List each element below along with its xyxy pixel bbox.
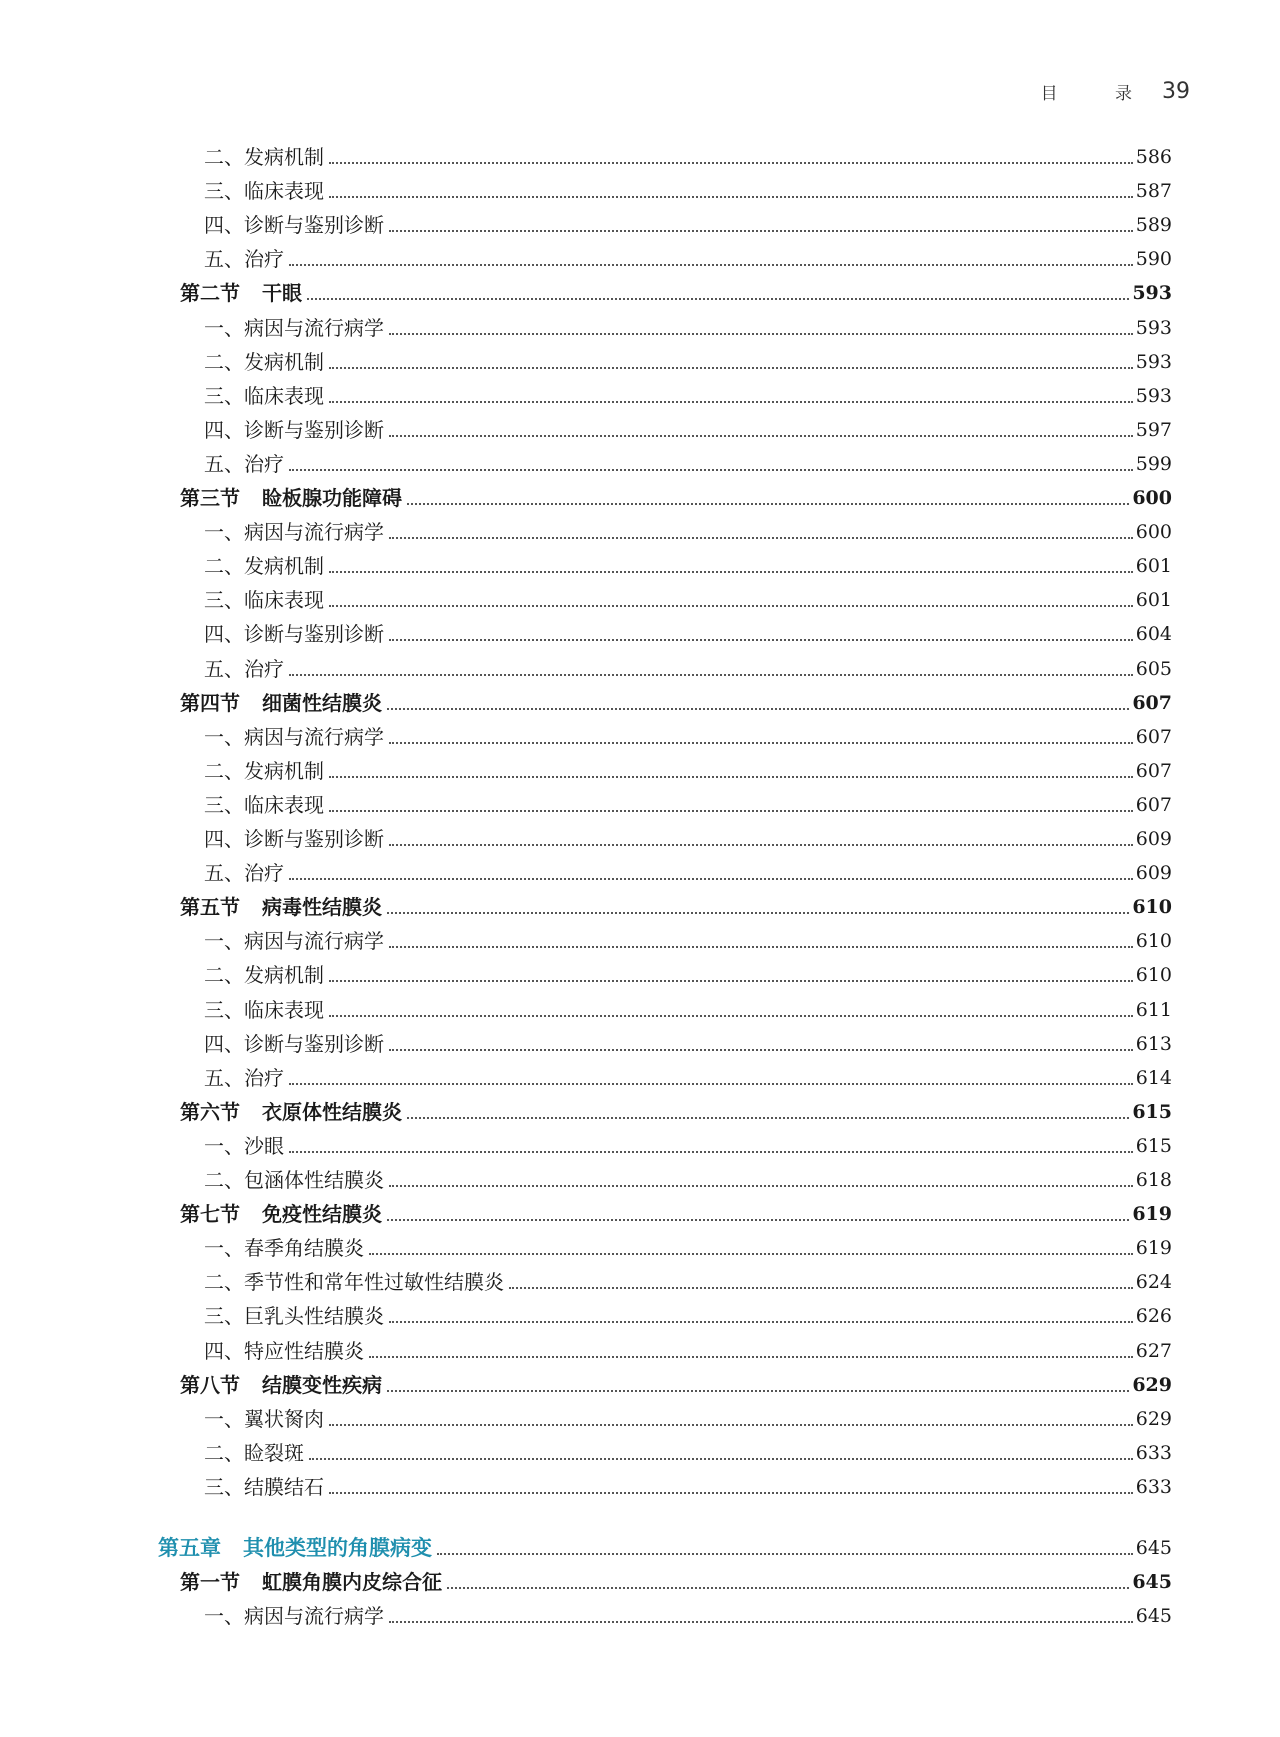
toc-entry-label: 二、发病机制 (204, 349, 324, 374)
dot-leader (389, 639, 1133, 641)
toc-entry-item[interactable] (204, 858, 1172, 888)
dot-leader (389, 844, 1133, 846)
dot-leader (387, 1390, 1129, 1392)
toc-entry-item[interactable] (204, 619, 1172, 649)
dot-leader (309, 1458, 1133, 1460)
toc-entry-page: 618 (1135, 1169, 1172, 1191)
toc-entry-page: 600 (1132, 487, 1172, 509)
toc-entry-page: 611 (1135, 998, 1172, 1021)
toc-entry-item[interactable] (204, 1029, 1172, 1059)
dot-leader (389, 1049, 1133, 1051)
dot-leader (407, 1117, 1129, 1119)
dot-leader (387, 1219, 1129, 1221)
toc-entry-section[interactable] (180, 1370, 1172, 1400)
toc-entry-number: 第五章 (158, 1536, 221, 1560)
toc-entry-section[interactable] (180, 483, 1172, 513)
dot-leader (389, 333, 1133, 335)
toc-entry-title: 睑板腺功能障碍 (262, 486, 402, 510)
toc-entry-page: 609 (1135, 862, 1172, 885)
toc-entry-label: 二、发病机制 (204, 554, 324, 579)
toc-entry-item[interactable] (204, 1301, 1172, 1331)
toc-entry-label: 二、包涵体性结膜炎 (204, 1168, 384, 1192)
toc-entry-label (158, 1533, 432, 1563)
toc-entry-page: 624 (1135, 1271, 1172, 1294)
toc-entry-item[interactable] (204, 176, 1172, 206)
toc-entry-item[interactable] (204, 1233, 1172, 1263)
toc-entry-page: 626 (1135, 1305, 1172, 1328)
dot-leader (389, 1321, 1133, 1323)
toc-entry-page: 629 (1135, 1407, 1172, 1430)
toc-entry-number: 第六节 (180, 1099, 240, 1124)
toc-entry-label (180, 892, 382, 922)
toc-entry-page: 593 (1135, 350, 1172, 373)
toc-entry-page: 607 (1135, 793, 1172, 816)
dot-leader (389, 946, 1133, 948)
toc-entry-item[interactable] (204, 415, 1172, 445)
toc-entry-label: 一、春季角结膜炎 (204, 1236, 364, 1261)
toc-entry-page: 610 (1132, 896, 1172, 919)
toc-entry-title: 细菌性结膜炎 (262, 690, 382, 715)
toc-entry-title: 虹膜角膜内皮综合征 (262, 1570, 442, 1595)
toc-entry-label: 四、诊断与鉴别诊断 (204, 417, 384, 442)
toc-entry-label: 五、治疗 (204, 1065, 284, 1090)
toc-entry-label (180, 1199, 382, 1229)
toc-entry-item[interactable] (204, 244, 1172, 274)
toc-entry-item[interactable] (204, 722, 1172, 752)
toc-entry-item[interactable] (204, 517, 1172, 547)
header-page-number: 39 (1162, 78, 1190, 104)
toc-entry-page: 633 (1135, 1441, 1172, 1464)
dot-leader (389, 1621, 1133, 1623)
toc-entry-label: 一、病因与流行病学 (204, 724, 384, 749)
toc-entry-label (180, 688, 382, 718)
toc-entry-section[interactable] (180, 892, 1172, 922)
toc-entry-title: 免疫性结膜炎 (262, 1202, 382, 1227)
toc-entry-label: 一、病因与流行病学 (204, 929, 384, 954)
toc-entry-page: 597 (1135, 418, 1172, 441)
dot-leader (437, 1553, 1133, 1555)
toc-entry-page: 607 (1135, 725, 1172, 748)
toc-entry-item[interactable] (204, 1404, 1172, 1434)
dot-leader (389, 230, 1133, 232)
toc-entry-section[interactable] (180, 1199, 1172, 1229)
toc-entry-label: 四、特应性结膜炎 (204, 1338, 364, 1363)
toc-entry-label: 一、病因与流行病学 (204, 520, 384, 545)
toc-entry-number: 第三节 (180, 486, 240, 510)
toc-entry-label: 三、临床表现 (204, 383, 324, 408)
toc-entry-page: 610 (1135, 964, 1172, 987)
toc-entry-item[interactable] (204, 654, 1172, 684)
dot-leader (329, 571, 1133, 573)
toc-entry-item[interactable] (204, 756, 1172, 786)
dot-leader (289, 264, 1133, 266)
toc-entry-title: 病毒性结膜炎 (262, 895, 382, 920)
dot-leader (389, 537, 1133, 539)
toc-entry-page: 615 (1132, 1100, 1172, 1123)
toc-entry-section[interactable] (180, 688, 1172, 718)
toc-entry-title: 衣原体性结膜炎 (262, 1099, 402, 1124)
dot-leader (329, 196, 1133, 198)
toc-entry-label: 五、治疗 (204, 451, 284, 476)
dot-leader (389, 742, 1133, 744)
toc-entry-item[interactable] (204, 313, 1172, 343)
toc-entry-label (180, 1567, 442, 1597)
toc-entry-page: 609 (1135, 828, 1172, 850)
toc-entry-page: 633 (1135, 1475, 1172, 1498)
toc-entry-label: 四、诊断与鉴别诊断 (204, 213, 384, 238)
toc-entry-section[interactable] (180, 278, 1172, 308)
dot-leader (509, 1287, 1133, 1289)
toc-entry-page: 607 (1132, 691, 1172, 714)
toc-entry-page: 593 (1135, 384, 1172, 407)
toc-entry-page: 601 (1135, 589, 1172, 612)
header-title: 目 录 (1040, 83, 1158, 104)
toc-entry-chapter[interactable] (158, 1533, 1172, 1563)
toc-entry-label: 三、结膜结石 (204, 1474, 324, 1499)
toc-entry-page: 627 (1135, 1339, 1172, 1362)
toc-entry-item[interactable] (204, 449, 1172, 479)
toc-entry-item[interactable] (204, 1601, 1172, 1631)
toc-entry-label: 二、发病机制 (204, 963, 324, 988)
toc-entry-page: 593 (1135, 316, 1172, 339)
toc-entry-page: 629 (1132, 1373, 1172, 1396)
toc-entry-label: 四、诊断与鉴别诊断 (204, 1031, 384, 1056)
toc-entry-page: 599 (1135, 452, 1172, 475)
dot-leader (307, 298, 1129, 300)
toc-entry-page: 615 (1135, 1134, 1172, 1157)
toc-entry-label: 三、巨乳头性结膜炎 (204, 1304, 384, 1329)
toc-entry-label: 二、季节性和常年性过敏性结膜炎 (204, 1270, 504, 1295)
toc-entry-page: 589 (1135, 214, 1172, 237)
toc-entry-item[interactable] (204, 926, 1172, 956)
toc-entry-page: 610 (1135, 930, 1172, 953)
toc-entry-item[interactable] (204, 1267, 1172, 1297)
dot-leader (407, 503, 1129, 505)
dot-leader (289, 674, 1133, 676)
toc-entry-page: 587 (1135, 180, 1172, 203)
toc-entry-item[interactable] (204, 1131, 1172, 1161)
dot-leader (329, 776, 1133, 778)
toc-entry-item[interactable] (204, 1336, 1172, 1366)
toc-entry-page: 590 (1135, 248, 1172, 271)
toc-entry-label: 四、诊断与鉴别诊断 (204, 827, 384, 851)
toc-entry-section[interactable] (180, 1097, 1172, 1127)
toc-entry-label (180, 1097, 402, 1127)
toc-entry-number: 第四节 (180, 690, 240, 715)
toc-entry-item[interactable] (204, 1165, 1172, 1195)
toc-entry-label: 四、诊断与鉴别诊断 (204, 622, 384, 647)
dot-leader (329, 401, 1133, 403)
toc-entry-page: 645 (1132, 1571, 1172, 1594)
toc-entry-title: 其他类型的角膜病变 (243, 1536, 432, 1560)
toc-entry-number: 第七节 (180, 1202, 240, 1227)
toc-entry-label: 五、治疗 (204, 861, 284, 886)
toc-entry-label: 二、发病机制 (204, 758, 324, 783)
toc-entry-label: 五、治疗 (204, 247, 284, 272)
dot-leader (329, 1492, 1133, 1494)
dot-leader (447, 1587, 1129, 1589)
toc-entry-page: 613 (1135, 1032, 1172, 1055)
dot-leader (389, 1185, 1133, 1187)
toc-entry-page: 614 (1135, 1066, 1172, 1089)
toc-entry-number: 第二节 (180, 281, 240, 306)
dot-leader (289, 1083, 1133, 1085)
toc-entry-label: 一、翼状胬肉 (204, 1406, 324, 1431)
toc-entry-number: 第一节 (180, 1570, 240, 1595)
toc-entry-label: 二、发病机制 (204, 145, 324, 169)
toc-entry-title: 干眼 (262, 281, 302, 306)
toc-entry-label: 三、临床表现 (204, 997, 324, 1022)
toc-entry-page: 645 (1135, 1605, 1172, 1628)
dot-leader (329, 980, 1133, 982)
dot-leader (289, 1151, 1133, 1153)
toc-entry-item[interactable] (204, 381, 1172, 411)
dot-leader (369, 1356, 1133, 1358)
toc-entry-page: 593 (1132, 282, 1172, 305)
dot-leader (329, 162, 1133, 164)
dot-leader (329, 605, 1133, 607)
toc-entry-item[interactable] (204, 551, 1172, 581)
toc-entry-page: 645 (1135, 1537, 1172, 1559)
toc-entry-item[interactable] (204, 824, 1172, 854)
dot-leader (329, 1015, 1133, 1017)
toc-entry-item[interactable] (204, 995, 1172, 1025)
toc-entry-label (180, 1370, 382, 1400)
toc-entry-title: 结膜变性疾病 (262, 1372, 382, 1397)
toc-entry-item[interactable] (204, 347, 1172, 377)
toc-entry-label (180, 278, 302, 308)
toc-entry-label: 三、临床表现 (204, 792, 324, 817)
dot-leader (329, 1424, 1133, 1426)
toc-entry-page: 619 (1135, 1237, 1172, 1260)
toc-entry-item[interactable] (204, 585, 1172, 615)
running-header (1041, 76, 1190, 106)
toc-entry-item[interactable] (204, 1472, 1172, 1502)
toc-entry-label: 三、临床表现 (204, 588, 324, 613)
toc-entry-page: 586 (1135, 146, 1172, 168)
toc-entry-number: 第八节 (180, 1372, 240, 1397)
toc-entry-item[interactable] (204, 1063, 1172, 1093)
toc-entry-page: 607 (1135, 759, 1172, 782)
toc-entry-page: 600 (1135, 521, 1172, 544)
toc-entry-label: 二、睑裂斑 (204, 1440, 304, 1465)
toc-entry-page: 601 (1135, 555, 1172, 578)
dot-leader (329, 810, 1133, 812)
toc-entry-label: 一、沙眼 (204, 1133, 284, 1158)
dot-leader (389, 435, 1133, 437)
toc-entry-label: 五、治疗 (204, 656, 284, 681)
dot-leader (369, 1253, 1133, 1255)
dot-leader (289, 469, 1133, 471)
dot-leader (289, 878, 1133, 880)
toc-entry-page: 605 (1135, 657, 1172, 680)
toc-entry-item[interactable] (204, 142, 1172, 172)
toc-entry-page: 604 (1135, 623, 1172, 646)
toc-entry-item[interactable] (204, 790, 1172, 820)
dot-leader (329, 367, 1133, 369)
toc-entry-page: 619 (1132, 1203, 1172, 1226)
toc-entry-label: 一、病因与流行病学 (204, 1604, 384, 1629)
toc-entry-label: 一、病因与流行病学 (204, 315, 384, 340)
toc-entry-label (180, 483, 402, 513)
toc-entry-item[interactable] (204, 960, 1172, 990)
toc-entry-item[interactable] (204, 1438, 1172, 1468)
toc-entry-section[interactable] (180, 1567, 1172, 1597)
toc-entry-number: 第五节 (180, 895, 240, 920)
toc-entry-label: 三、临床表现 (204, 179, 324, 204)
dot-leader (387, 708, 1129, 710)
dot-leader (387, 912, 1129, 914)
toc-entry-item[interactable] (204, 210, 1172, 240)
